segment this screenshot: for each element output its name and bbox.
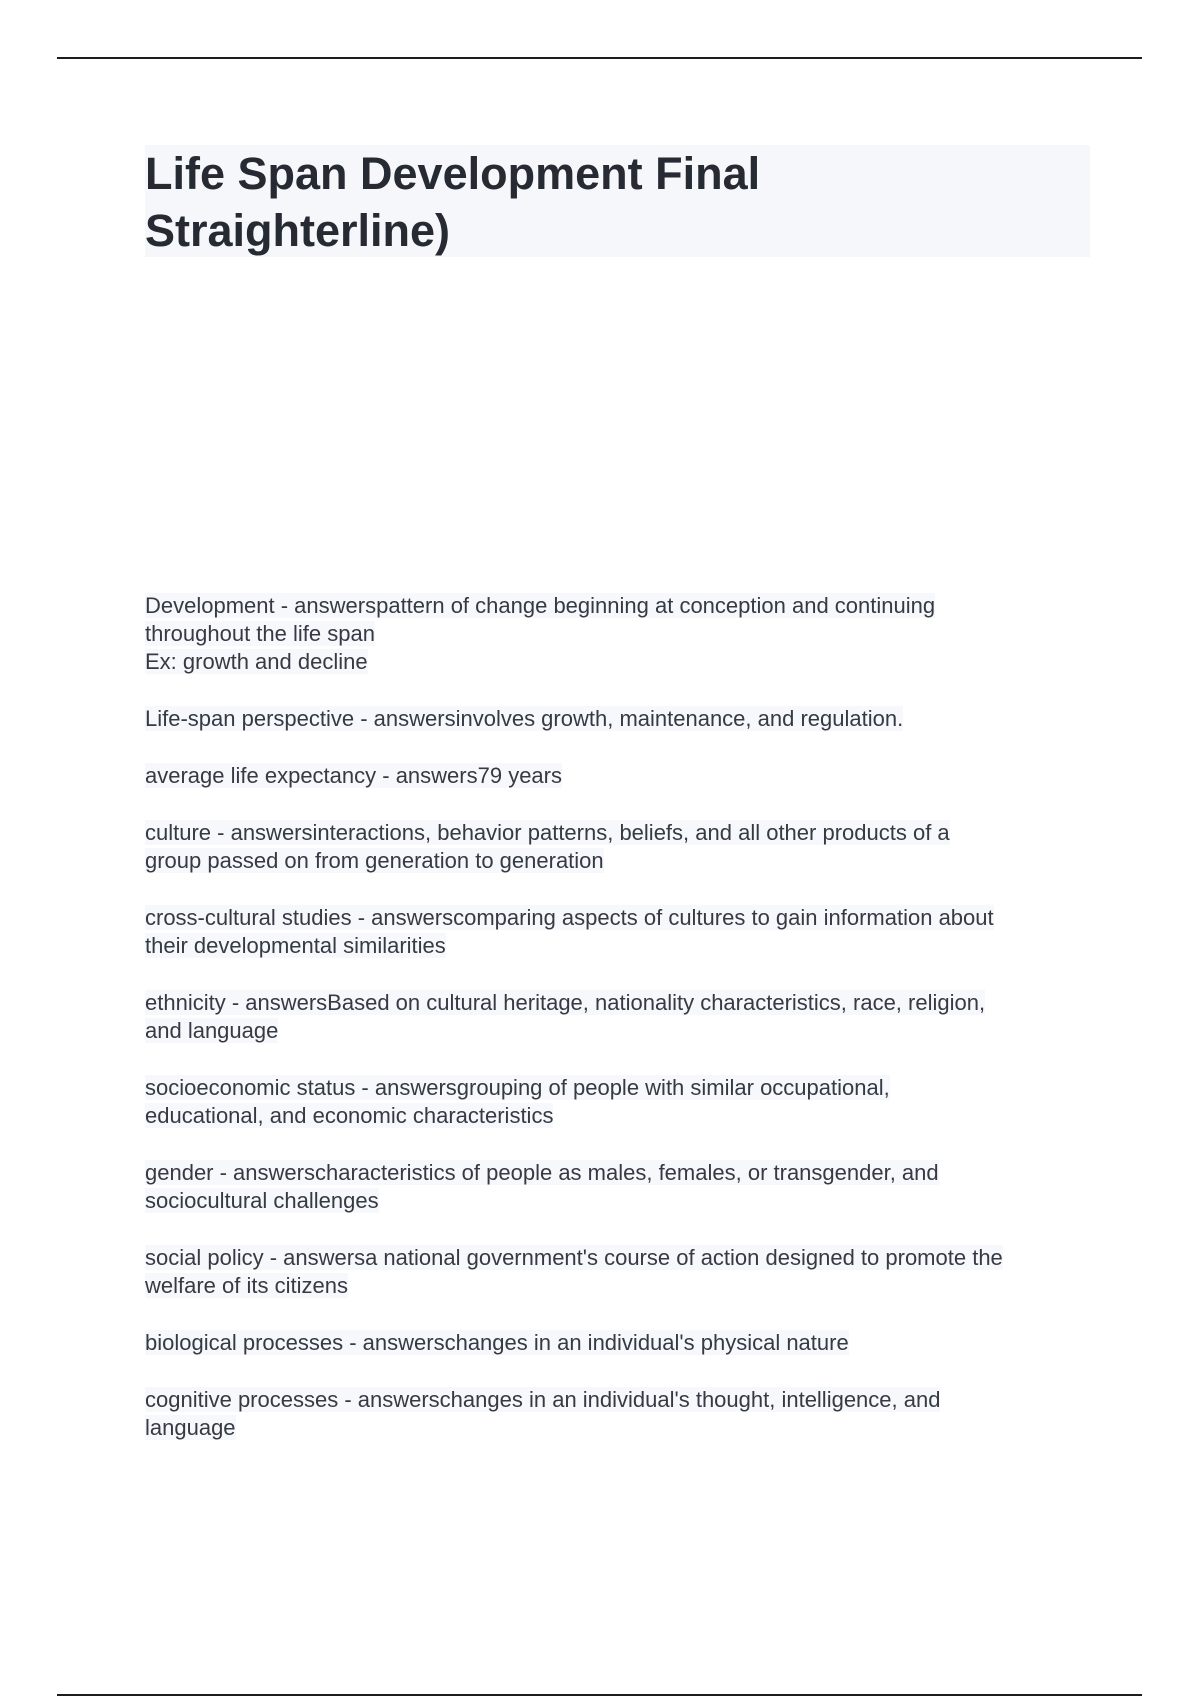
entry-text: average life expectancy - answers79 years bbox=[145, 763, 562, 788]
entry-cross-cultural-studies bbox=[145, 904, 1100, 960]
entry-biological-processes bbox=[145, 1329, 1100, 1357]
entry-text: Development - answerspattern of change beginning at conception and continuing throughout the life span Ex: growth and decline bbox=[145, 593, 936, 674]
entry-text: social policy - answersa national government's course of action designed to promote the welfare of its citizens bbox=[145, 1245, 1003, 1298]
bottom-divider bbox=[57, 1694, 1142, 1696]
title-block bbox=[145, 145, 1090, 257]
entry-text: cognitive processes - answerschanges in an individual's thought, intelligence, and language bbox=[145, 1387, 941, 1440]
entry-gender bbox=[145, 1159, 1100, 1215]
entry-text: culture - answersinteractions, behavior patterns, beliefs, and all other products of a group passed on from generation to generation bbox=[145, 820, 950, 873]
page-title: Life Span Development Final Straighterline) bbox=[145, 148, 761, 256]
entry-text: cross-cultural studies - answerscomparing aspects of cultures to gain information about their developmental similarities bbox=[145, 905, 994, 958]
top-divider bbox=[57, 57, 1142, 59]
entry-average-life-expectancy bbox=[145, 762, 1100, 790]
entry-life-span-perspective bbox=[145, 705, 1100, 733]
entry-text: socioeconomic status - answersgrouping of people with similar occupational, educational, and economic characteristics bbox=[145, 1075, 890, 1128]
entry-text: ethnicity - answersBased on cultural heritage, nationality characteristics, race, religion, and language bbox=[145, 990, 986, 1043]
entry-social-policy bbox=[145, 1244, 1100, 1300]
entry-culture bbox=[145, 819, 1100, 875]
entry-list bbox=[145, 592, 1100, 1471]
entry-ethnicity bbox=[145, 989, 1100, 1045]
entry-text: Life-span perspective - answersinvolves growth, maintenance, and regulation. bbox=[145, 706, 904, 731]
entry-development bbox=[145, 592, 1100, 676]
entry-text: gender - answerscharacteristics of people as males, females, or transgender, and sociocultural challenges bbox=[145, 1160, 939, 1213]
entry-text: biological processes - answerschanges in an individual's physical nature bbox=[145, 1330, 849, 1355]
entry-cognitive-processes bbox=[145, 1386, 1100, 1442]
entry-socioeconomic-status bbox=[145, 1074, 1100, 1130]
